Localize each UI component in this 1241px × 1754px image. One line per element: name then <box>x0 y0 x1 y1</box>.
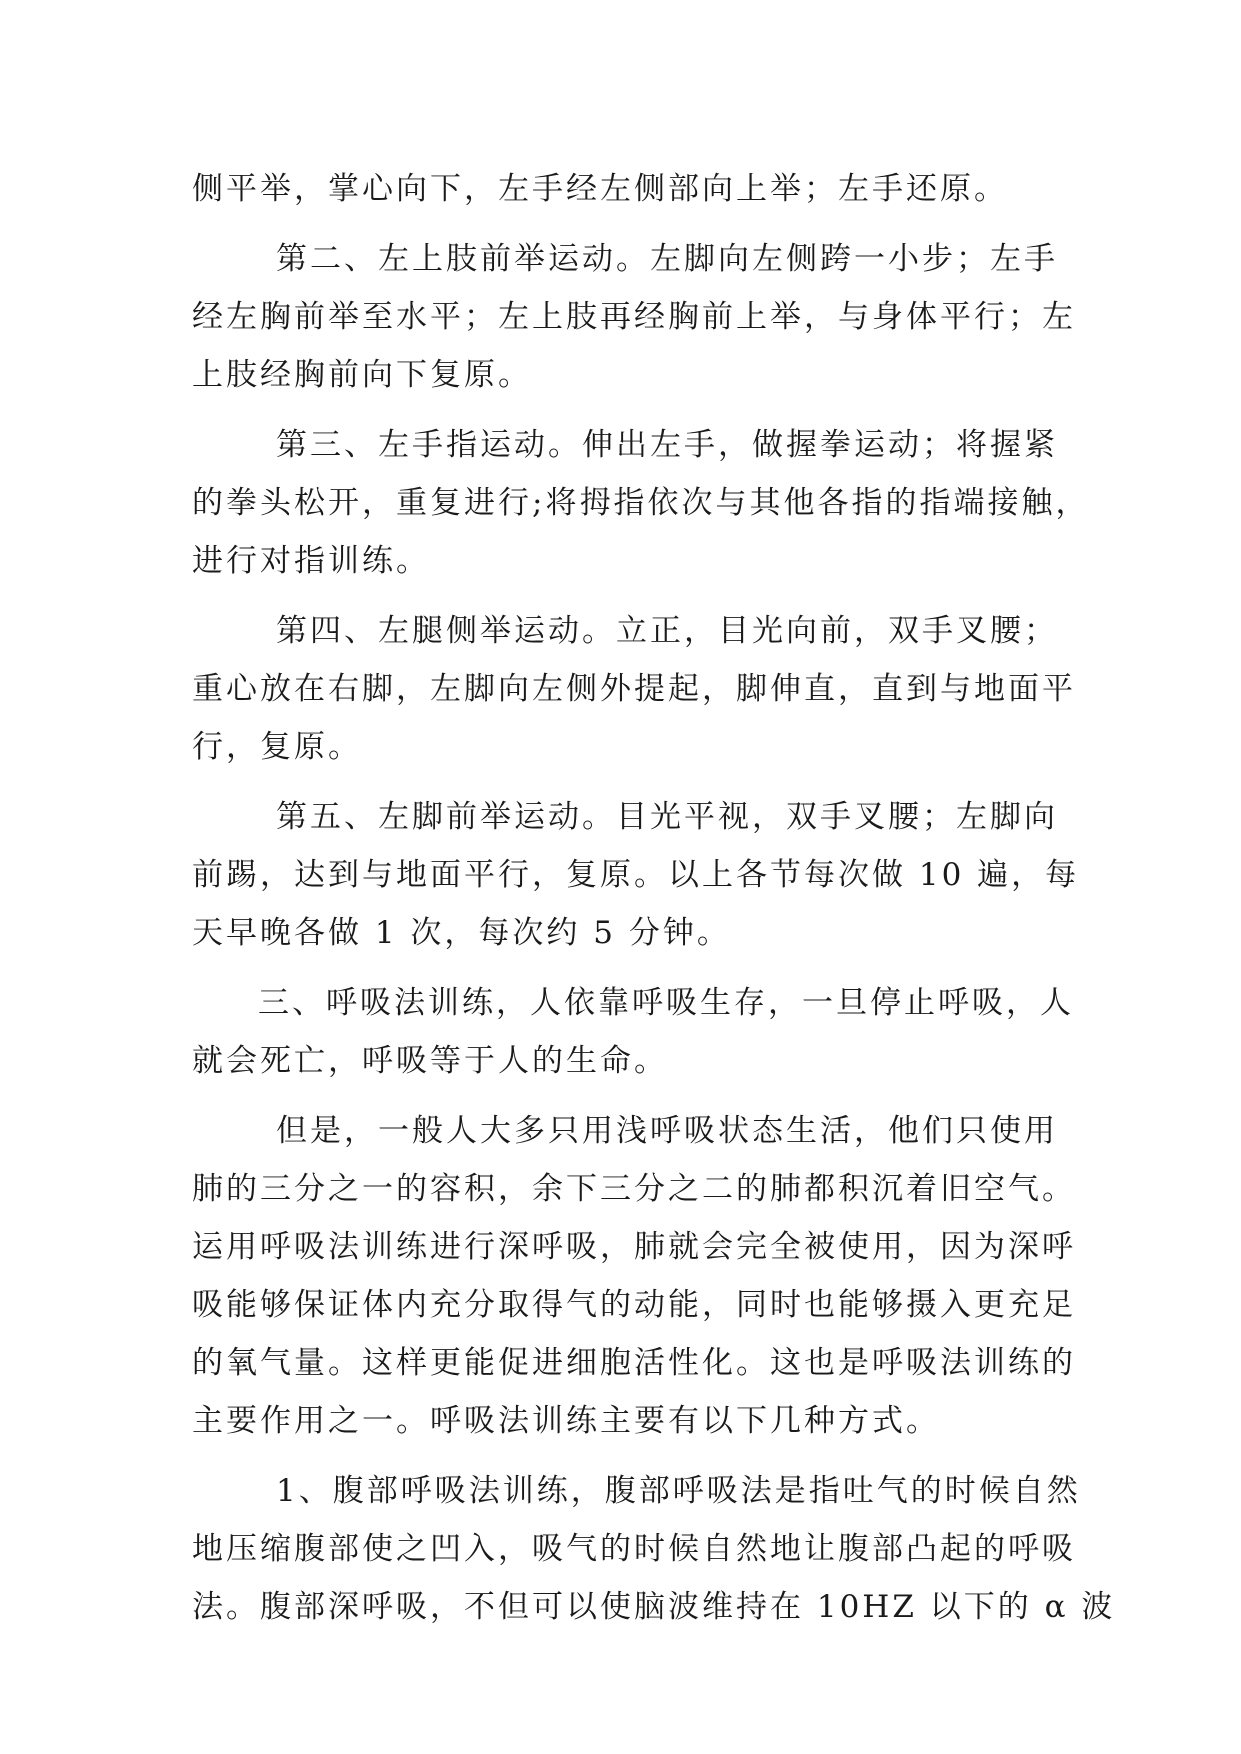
text-line: 的拳头松开，重复进行;将拇指依次与其他各指的指端接触， <box>192 485 1090 521</box>
text-line: 前踢，达到与地面平行，复原。以上各节每次做 10 遍，每 <box>192 857 1080 893</box>
text-line: 侧平举，掌心向下，左手经左侧部向上举；左手还原。 <box>192 171 1008 207</box>
paragraph-continued-exercise <box>192 160 1052 218</box>
text-line: 主要作用之一。呼吸法训练主要有以下几种方式。 <box>192 1403 940 1439</box>
text-line: 吸能够保证体内充分取得气的动能，同时也能够摄入更充足 <box>192 1287 1076 1323</box>
text-line: 法。腹部深呼吸，不但可以使脑波维持在 10HZ 以下的 α 波 <box>192 1589 1116 1625</box>
text-line: 第五、左脚前举运动。目光平视，双手叉腰；左脚向 <box>276 799 1058 835</box>
paragraph-second-exercise <box>192 230 1076 404</box>
paragraph-fourth-exercise <box>192 602 1076 776</box>
paragraph-breathing-training <box>192 974 1074 1090</box>
text-line: 第三、左手指运动。伸出左手，做握拳运动；将握紧 <box>276 427 1058 463</box>
paragraph-fifth-exercise <box>192 788 1080 962</box>
text-line: 但是，一般人大多只用浅呼吸状态生活，他们只使用 <box>276 1113 1058 1149</box>
text-line: 重心放在右脚，左脚向左侧外提起，脚伸直，直到与地面平 <box>192 671 1076 707</box>
text-line: 第二、左上肢前举运动。左脚向左侧跨一小步；左手 <box>276 241 1058 277</box>
paragraph-shallow-breathing <box>192 1102 1076 1450</box>
text-line: 肺的三分之一的容积，余下三分之二的肺都积沉着旧空气。 <box>192 1171 1076 1207</box>
text-line: 经左胸前举至水平；左上肢再经胸前上举，与身体平行；左 <box>192 299 1076 335</box>
text-line: 上肢经胸前向下复原。 <box>192 357 532 393</box>
paragraph-abdominal-breathing <box>192 1462 1116 1636</box>
text-line: 1、腹部呼吸法训练，腹部呼吸法是指吐气的时候自然 <box>276 1473 1081 1509</box>
text-line: 地压缩腹部使之凹入，吸气的时候自然地让腹部凸起的呼吸 <box>192 1531 1076 1567</box>
document-body <box>192 160 1116 1636</box>
text-line: 就会死亡，呼吸等于人的生命。 <box>192 1043 668 1079</box>
text-line: 运用呼吸法训练进行深呼吸，肺就会完全被使用，因为深呼 <box>192 1229 1076 1265</box>
text-line: 行，复原。 <box>192 729 362 765</box>
paragraph-third-exercise <box>192 416 1090 590</box>
text-line: 第四、左腿侧举运动。立正，目光向前，双手叉腰； <box>276 613 1058 649</box>
text-line: 天早晚各做 1 次，每次约 5 分钟。 <box>192 915 731 951</box>
text-line: 进行对指训练。 <box>192 543 430 579</box>
text-line: 的氧气量。这样更能促进细胞活性化。这也是呼吸法训练的 <box>192 1345 1076 1381</box>
text-line: 三、呼吸法训练，人依靠呼吸生存，一旦停止呼吸，人 <box>258 985 1074 1021</box>
